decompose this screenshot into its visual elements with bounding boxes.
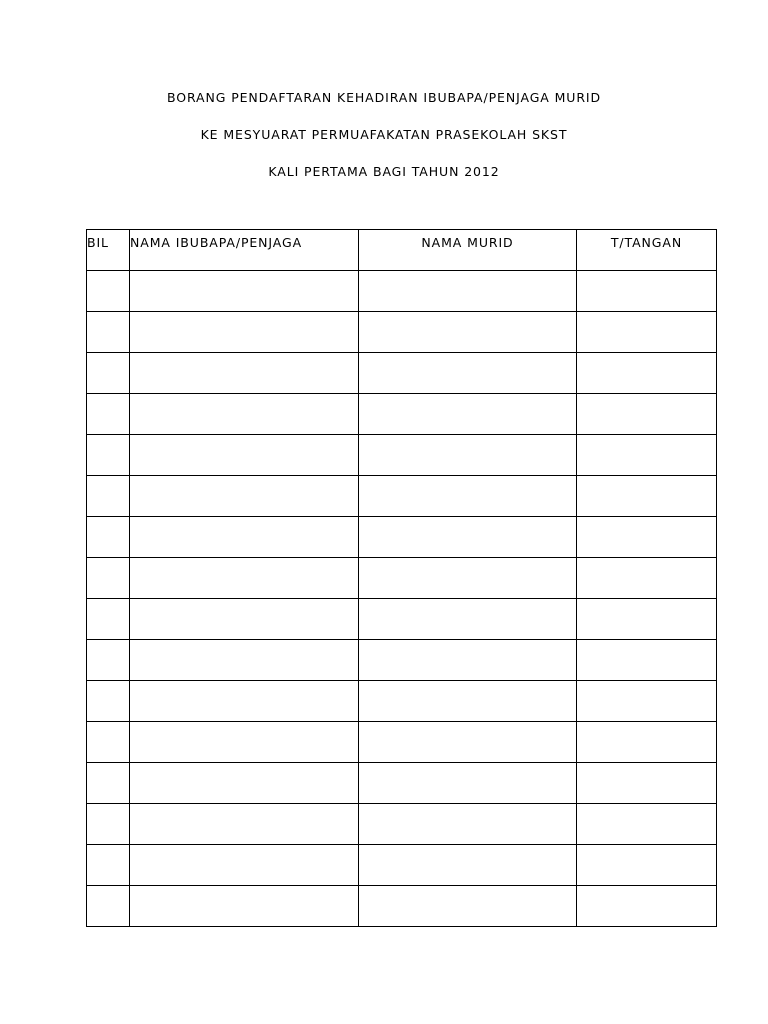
cell-nama-murid: [359, 804, 577, 845]
header-nama-murid: NAMA MURID: [359, 230, 577, 271]
cell-nama-murid: [359, 886, 577, 927]
table-row: [87, 845, 717, 886]
cell-tandatangan: [577, 804, 717, 845]
cell-tandatangan: [577, 558, 717, 599]
cell-nama-murid: [359, 435, 577, 476]
table-row: [87, 804, 717, 845]
cell-tandatangan: [577, 722, 717, 763]
table-row: [87, 476, 717, 517]
cell-bil: [87, 394, 130, 435]
cell-tandatangan: [577, 845, 717, 886]
cell-nama-penjaga: [130, 886, 359, 927]
cell-tandatangan: [577, 763, 717, 804]
cell-nama-penjaga: [130, 435, 359, 476]
cell-bil: [87, 886, 130, 927]
table-row: [87, 599, 717, 640]
cell-tandatangan: [577, 886, 717, 927]
cell-tandatangan: [577, 312, 717, 353]
cell-tandatangan: [577, 517, 717, 558]
table-row: [87, 312, 717, 353]
cell-bil: [87, 476, 130, 517]
cell-tandatangan: [577, 394, 717, 435]
cell-bil: [87, 681, 130, 722]
form-title-line-2: KE MESYUARAT PERMUAFAKATAN PRASEKOLAH SKST: [200, 127, 568, 142]
cell-tandatangan: [577, 271, 717, 312]
cell-tandatangan: [577, 435, 717, 476]
cell-nama-penjaga: [130, 517, 359, 558]
form-title-line-1: BORANG PENDAFTARAN KEHADIRAN IBUBAPA/PENJAGA MURID: [166, 90, 602, 105]
table-row: [87, 517, 717, 558]
cell-tandatangan: [577, 476, 717, 517]
header-nama-penjaga: NAMA IBUBAPA/PENJAGA: [130, 230, 359, 271]
table-row: [87, 640, 717, 681]
registration-table: [86, 229, 717, 927]
table-row: [87, 886, 717, 927]
cell-nama-penjaga: [130, 271, 359, 312]
table-row: [87, 271, 717, 312]
cell-nama-penjaga: [130, 558, 359, 599]
cell-nama-murid: [359, 681, 577, 722]
cell-tandatangan: [577, 599, 717, 640]
cell-bil: [87, 722, 130, 763]
table-row: [87, 394, 717, 435]
cell-nama-murid: [359, 599, 577, 640]
cell-nama-murid: [359, 722, 577, 763]
cell-nama-murid: [359, 353, 577, 394]
cell-nama-penjaga: [130, 599, 359, 640]
cell-nama-penjaga: [130, 722, 359, 763]
cell-nama-penjaga: [130, 312, 359, 353]
cell-nama-murid: [359, 312, 577, 353]
cell-nama-penjaga: [130, 476, 359, 517]
cell-nama-penjaga: [130, 763, 359, 804]
cell-bil: [87, 558, 130, 599]
cell-bil: [87, 271, 130, 312]
table-row: [87, 681, 717, 722]
form-title-line-3: KALI PERTAMA BAGI TAHUN 2012: [268, 164, 500, 179]
cell-nama-murid: [359, 394, 577, 435]
cell-tandatangan: [577, 640, 717, 681]
cell-bil: [87, 599, 130, 640]
cell-nama-murid: [359, 271, 577, 312]
table-row: [87, 763, 717, 804]
cell-nama-penjaga: [130, 845, 359, 886]
cell-nama-murid: [359, 558, 577, 599]
cell-bil: [87, 640, 130, 681]
cell-nama-penjaga: [130, 681, 359, 722]
cell-bil: [87, 312, 130, 353]
header-bil: BIL: [87, 230, 130, 271]
table-row: [87, 435, 717, 476]
cell-nama-murid: [359, 640, 577, 681]
cell-bil: [87, 763, 130, 804]
table-header-row: [87, 230, 717, 271]
cell-bil: [87, 435, 130, 476]
table-row: [87, 558, 717, 599]
cell-nama-murid: [359, 476, 577, 517]
cell-nama-murid: [359, 845, 577, 886]
cell-tandatangan: [577, 681, 717, 722]
table-row: [87, 722, 717, 763]
cell-bil: [87, 804, 130, 845]
cell-nama-penjaga: [130, 353, 359, 394]
cell-nama-penjaga: [130, 394, 359, 435]
table-row: [87, 353, 717, 394]
cell-nama-penjaga: [130, 640, 359, 681]
table-body: [87, 271, 717, 927]
header-tandatangan: T/TANGAN: [577, 230, 717, 271]
cell-bil: [87, 517, 130, 558]
cell-nama-murid: [359, 763, 577, 804]
cell-nama-penjaga: [130, 804, 359, 845]
cell-tandatangan: [577, 353, 717, 394]
cell-bil: [87, 353, 130, 394]
cell-nama-murid: [359, 517, 577, 558]
cell-bil: [87, 845, 130, 886]
